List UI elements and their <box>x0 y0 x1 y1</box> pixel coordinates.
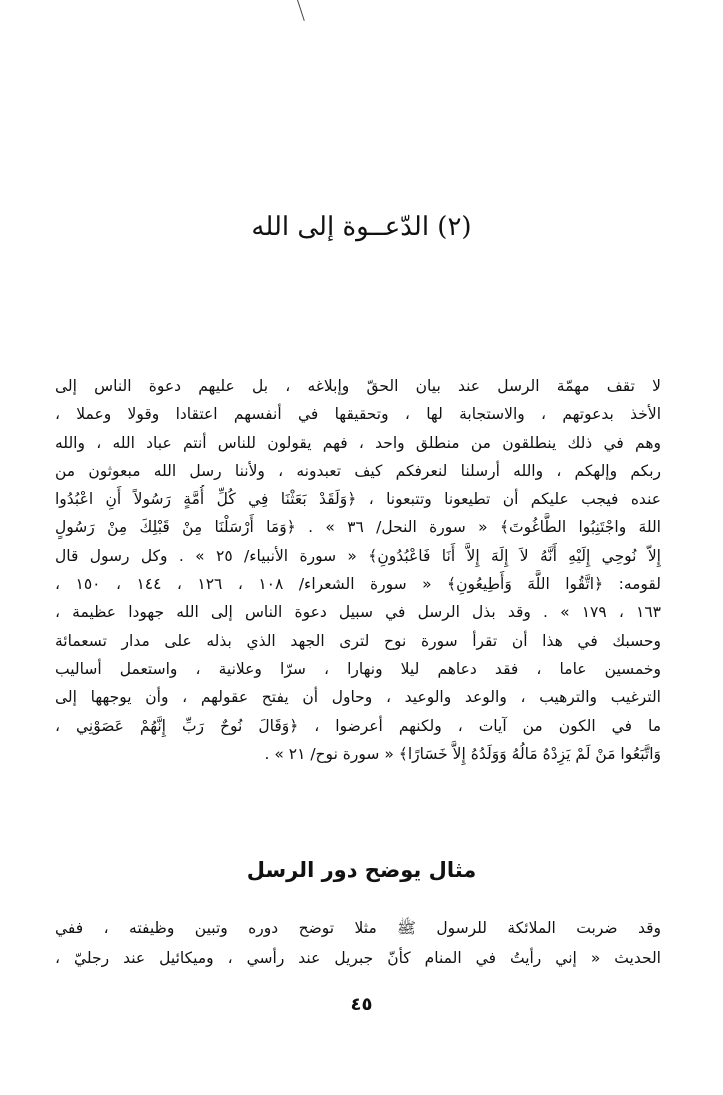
text-line: الحديث « إني رأيتُ في المنام كأنّ جبريل عند رأسي ، وميكائيل عند رجليّ ، <box>55 949 661 967</box>
text-line: وَاتَّبَعُوا مَنْ لَمْ يَزِدْهُ مَالُهُ وَوَلَدُهُ إِلاَّ خَسَارًا﴾ « سورة نوح/ ٢١ » . <box>264 744 661 763</box>
text-line: ١٦٣ ، ١٧٩ » . وقد بذل الرسل في سبيل دعوة الناس إلى الله جهودا عظيمة ، <box>55 603 661 622</box>
text-line: الترغيب والترهيب ، والوعد والوعيد ، وحاول أن يفتح عقولهم ، وأن يوجهها إلى <box>55 688 661 707</box>
section-heading: مثال يوضح دور الرسل <box>246 858 477 882</box>
text-line: ربكم وإلهكم ، والله أرسلنا لنعرفكم كيف تعبدونه ، ولأننا رسل الله مبعوثون من <box>55 461 661 480</box>
text-line: ما في الكون من آيات ، ولكنهم أعرضوا ، ﴿وَقَالَ نُوحٌ رَبِّ إِنَّهُمْ عَصَوْنِي ، <box>55 716 661 735</box>
page-number: ٤٥ <box>350 994 373 1015</box>
text-line: لا تقف مهمّة الرسل عند بيان الحقّ وإبلاغه ، بل عليهم دعوة الناس إلى <box>55 377 661 395</box>
text-line: لقومه: ﴿اتَّقُوا اللَّهَ وَأَطِيعُونِ﴾ « سورة الشعراء/ ١٠٨ ، ١٢٦ ، ١٤٤ ، ١٥٠ ، <box>55 575 661 594</box>
text-line: عنده فيجب عليكم أن تطيعونا وتتبعونا ، ﴿وَلَقَدْ بَعَثْنَا فِي كُلِّ أُمَّةٍ رَسُولاً أَنِ اعْبُدُوا <box>55 490 661 509</box>
text-line: وهم في ذلك ينطلقون من منطلق واحد ، فهم يقولون للناس أنتم عباد الله ، والله <box>55 433 661 452</box>
chapter-title: (٢) الدّعــوة إلى الله <box>251 212 472 242</box>
text-line: إِلاّ نُوحِي إِلَيْهِ أَنَّهُ لاَ إِلَهَ إِلاَّ أَنَا فَاعْبُدُونِ﴾ « سورة الأنبياء/ ٢٥ » . وكل رسول قال <box>55 546 661 565</box>
text-line: وحسبك في هذا أن تقرأ سورة نوح لترى الجهد الذي بذله على مدار تسعمائة <box>55 631 661 650</box>
paragraph-2 <box>55 913 661 973</box>
scan-mark <box>297 0 305 21</box>
text-line: اللهَ واجْتَنِبُوا الطَّاغُوتَ﴾ « سورة النحل/ ٣٦ » . ﴿وَمَا أَرْسَلْنَا مِنْ قَبْلِكَ مِنْ رَسُولٍ <box>55 518 661 537</box>
text-line: وقد ضربت الملائكة للرسول ﷺ مثلا توضح دوره وتبين وظيفته ، ففي <box>55 919 661 937</box>
paragraph-1 <box>55 372 661 768</box>
text-line: الأخذ بدعوتهم ، والاستجابة لها ، وتحقيقها في أنفسهم اعتقادا وقولا وعملا ، <box>55 405 661 424</box>
text-line: وخمسين عاما ، فقد دعاهم ليلا ونهارا ، سرّا وعلانية ، واستعمل أساليب <box>55 659 661 678</box>
